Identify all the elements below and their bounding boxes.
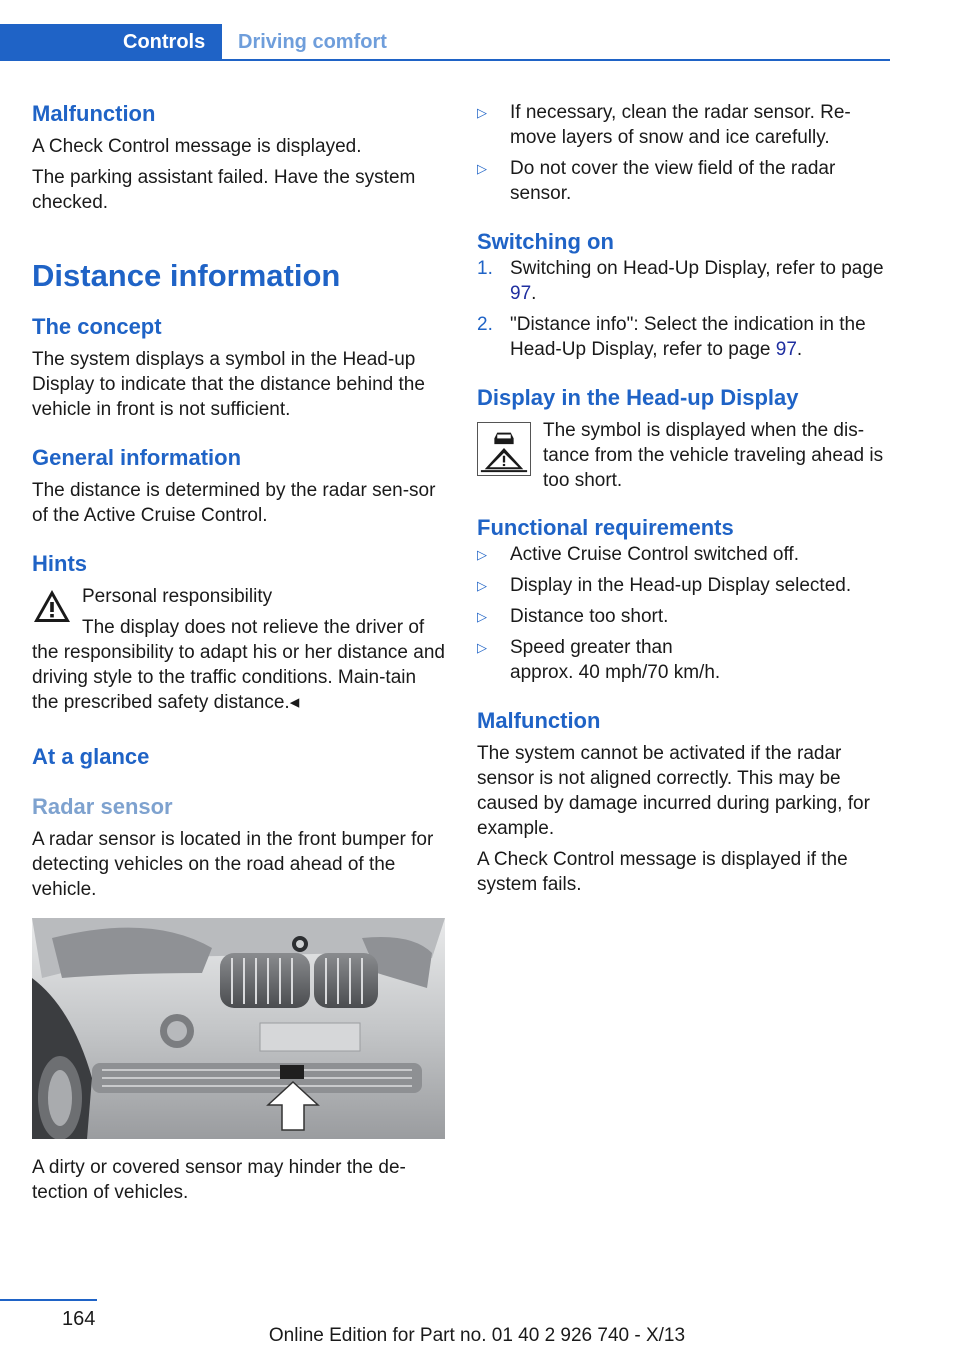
car-front-illustration — [32, 918, 445, 1139]
list-item: ▷ Speed greater than approx. 40 mph/70 km/h. — [477, 637, 721, 683]
list-item: ▷ If necessary, clean the radar sensor. Re-move layers of snow and ice carefully. — [477, 102, 851, 148]
list-item: ▷ Distance too short. — [477, 606, 669, 627]
triangle-bullet-icon: ▷ — [477, 609, 487, 624]
edition-text: Online Edition for Part no. 01 40 2 926 740 - X/13 — [268, 1325, 686, 1346]
header-divider — [222, 59, 890, 61]
page-link[interactable]: 97 — [510, 283, 532, 304]
concept-heading: The concept — [32, 314, 162, 339]
triangle-bullet-icon: ▷ — [477, 105, 487, 120]
functional-requirements-heading: Functional requirements — [477, 515, 734, 540]
car-front-image — [32, 918, 445, 1139]
step-number: 2. — [477, 314, 493, 335]
warning-icon — [32, 588, 72, 624]
cleaning-bullets — [477, 100, 889, 206]
triangle-bullet-icon: ▷ — [477, 547, 487, 562]
general-heading: General information — [32, 445, 242, 470]
hints-title: Personal responsibility — [82, 586, 273, 607]
hints-body: The display does not relieve the driver of the responsibility to adapt his or her distance and driving style to the traffic conditions. Main-tain the prescribed safety distance.◂ — [32, 617, 445, 713]
malfunction-text-1: A Check Control message is displayed. — [32, 136, 362, 157]
header-tab-controls[interactable]: Controls — [123, 31, 206, 53]
radar-caption: A dirty or covered sensor may hinder the de-tection of vehicles. — [32, 1157, 406, 1203]
header-tab-driving-comfort[interactable]: Driving comfort — [238, 31, 387, 53]
page-title: Distance information — [32, 258, 341, 293]
list-item: ▷ Do not cover the view field of the radar sensor. — [477, 158, 836, 204]
malfunction-heading-right: Malfunction — [477, 708, 601, 733]
list-item: ▷ Active Cruise Control switched off. — [477, 544, 799, 565]
hints-heading: Hints — [32, 551, 87, 576]
switching-on-heading: Switching on — [477, 229, 614, 254]
step-number: 1. — [477, 258, 493, 279]
malfunction-heading: Malfunction — [32, 101, 156, 126]
distance-warning-icon — [477, 422, 531, 476]
right-column — [477, 100, 889, 897]
triangle-bullet-icon: ▷ — [477, 578, 487, 593]
general-text: The distance is determined by the radar sen-sor of the Active Cruise Control. — [32, 480, 436, 526]
list-item: 2. "Distance info": Select the indication in the Head-Up Display, refer to page 97. — [477, 314, 866, 360]
malfunction-right-text-2: A Check Control message is displayed if the system fails. — [477, 849, 848, 895]
radar-sensor-text: A radar sensor is located in the front bumper for detecting vehicles on the road ahead of the vehicle. — [32, 829, 434, 900]
list-item: 1. Switching on Head-Up Display, refer to page 97. — [477, 258, 884, 304]
malfunction-right-text-1: The system cannot be activated if the radar sensor is not aligned correctly. This may be caused by damage incurred during parking, for example. — [477, 743, 870, 839]
malfunction-text-2: The parking assistant failed. Have the system checked. — [32, 167, 416, 213]
functional-requirements-list — [477, 542, 889, 685]
concept-text: The system displays a symbol in the Head-up Display to indicate that the distance behind the vehicle in front is not sufficient. — [32, 349, 425, 420]
list-item: ▷ Display in the Head-up Display selected. — [477, 575, 852, 596]
page-number: 164 — [62, 1308, 96, 1330]
radar-sensor-heading: Radar sensor — [32, 794, 173, 819]
hud-text: The symbol is displayed when the dis-tance from the vehicle traveling ahead is too short. — [543, 420, 884, 491]
triangle-bullet-icon: ▷ — [477, 161, 487, 176]
left-column — [32, 100, 445, 1205]
hints-warning — [32, 584, 445, 715]
footer-divider — [0, 1299, 97, 1301]
at-a-glance-heading: At a glance — [32, 744, 150, 769]
hud-symbol-block — [477, 418, 889, 498]
hud-heading: Display in the Head-up Display — [477, 385, 799, 410]
page-link[interactable]: 97 — [775, 339, 797, 360]
triangle-bullet-icon: ▷ — [477, 640, 487, 655]
switching-steps — [477, 256, 889, 362]
